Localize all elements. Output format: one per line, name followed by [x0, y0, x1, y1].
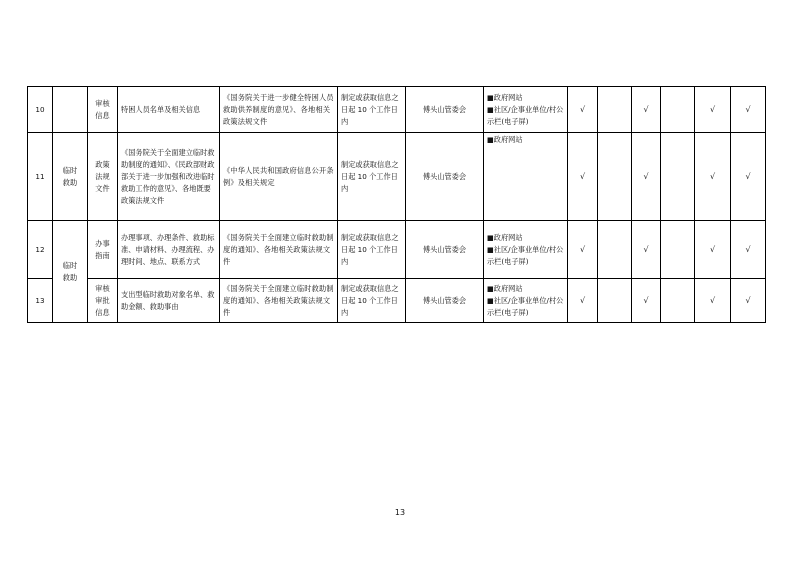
subject-cell: 傅头山管委会	[406, 133, 484, 221]
timeline-cell: 制定或获取信息之日起 10 个工作日内	[338, 221, 406, 279]
channel-cell	[484, 279, 568, 323]
table-row	[28, 221, 766, 279]
item-cell: 办事 指南	[88, 221, 118, 279]
channel-line: ■社区/企事业单位/村公示栏(电子屏)	[487, 104, 564, 126]
item-cell: 审核 审批 信息	[88, 279, 118, 323]
row-index: 11	[28, 133, 53, 221]
timeline-cell: 制定或获取信息之日起 10 个工作日内	[338, 133, 406, 221]
check-cell: √	[568, 133, 598, 221]
check-cell	[598, 87, 632, 133]
row-index: 13	[28, 279, 53, 323]
check-cell: √	[632, 221, 661, 279]
channel-cell	[484, 221, 568, 279]
check-cell	[661, 279, 695, 323]
channel-line: ■社区/企事业单位/村公示栏(电子屏)	[487, 295, 564, 317]
item-cell: 政策 法规 文件	[88, 133, 118, 221]
check-cell: √	[632, 87, 661, 133]
check-cell	[661, 133, 695, 221]
table-body	[28, 87, 766, 323]
basis-cell: 《国务院关于全面建立临时救助制度的通知》、各地相关政策法规文件	[220, 279, 338, 323]
check-cell	[598, 279, 632, 323]
content-cell: 《国务院关于全面建立临时救助制度的通知》、《民政部财政部关于进一步加强和改进临时救助工作的意见》、各地既要政策法规文件	[118, 133, 220, 221]
category-cell	[53, 87, 88, 133]
subject-cell: 傅头山管委会	[406, 87, 484, 133]
disclosure-table	[27, 86, 766, 323]
check-cell: √	[568, 87, 598, 133]
check-cell: √	[695, 87, 731, 133]
check-cell: √	[731, 87, 766, 133]
content-cell: 特困人员名单及相关信息	[118, 87, 220, 133]
check-cell: √	[731, 221, 766, 279]
table-row	[28, 279, 766, 323]
table-row	[28, 87, 766, 133]
check-cell: √	[632, 279, 661, 323]
timeline-cell: 制定或获取信息之日起 10 个工作日内	[338, 279, 406, 323]
check-cell	[598, 221, 632, 279]
check-cell	[661, 221, 695, 279]
subject-cell: 傅头山管委会	[406, 279, 484, 323]
channel-line: ■政府网站	[487, 135, 523, 144]
channel-line: ■政府网站	[487, 92, 523, 102]
content-cell: 支出型临时救助对象名单、救助金额、救助事由	[118, 279, 220, 323]
item-cell: 审核 信息	[88, 87, 118, 133]
basis-cell: 《国务院关于进一步健全特困人员救助供养制度的意见》、各地相关政策法规文件	[220, 87, 338, 133]
channel-cell	[484, 87, 568, 133]
check-cell: √	[695, 279, 731, 323]
check-cell: √	[568, 279, 598, 323]
channel-cell	[484, 133, 568, 221]
check-cell: √	[695, 221, 731, 279]
subject-cell: 傅头山管委会	[406, 221, 484, 279]
page-number: 13	[394, 508, 406, 517]
check-cell: √	[731, 133, 766, 221]
check-cell	[661, 87, 695, 133]
check-cell: √	[568, 221, 598, 279]
basis-cell: 《中华人民共和国政府信息公开条例》及相关规定	[220, 133, 338, 221]
check-cell: √	[731, 279, 766, 323]
content-cell: 办理事项、办理条件、救助标准、申请材料、办理流程、办理时间、地点、联系方式	[118, 221, 220, 279]
timeline-cell: 制定或获取信息之日起 10 个工作日内	[338, 87, 406, 133]
row-index: 12	[28, 221, 53, 279]
category-cell: 临时 救助	[53, 133, 88, 221]
row-index: 10	[28, 87, 53, 133]
table-row	[28, 133, 766, 221]
check-cell: √	[695, 133, 731, 221]
channel-line: ■社区/企事业单位/村公示栏(电子屏)	[487, 244, 564, 266]
basis-cell: 《国务院关于全面建立临时救助制度的通知》、各地相关政策法规文件	[220, 221, 338, 279]
channel-line: ■政府网站	[487, 283, 523, 293]
check-cell: √	[632, 133, 661, 221]
category-cell: 临时 救助	[53, 221, 88, 323]
check-cell	[598, 133, 632, 221]
channel-line: ■政府网站	[487, 232, 523, 242]
